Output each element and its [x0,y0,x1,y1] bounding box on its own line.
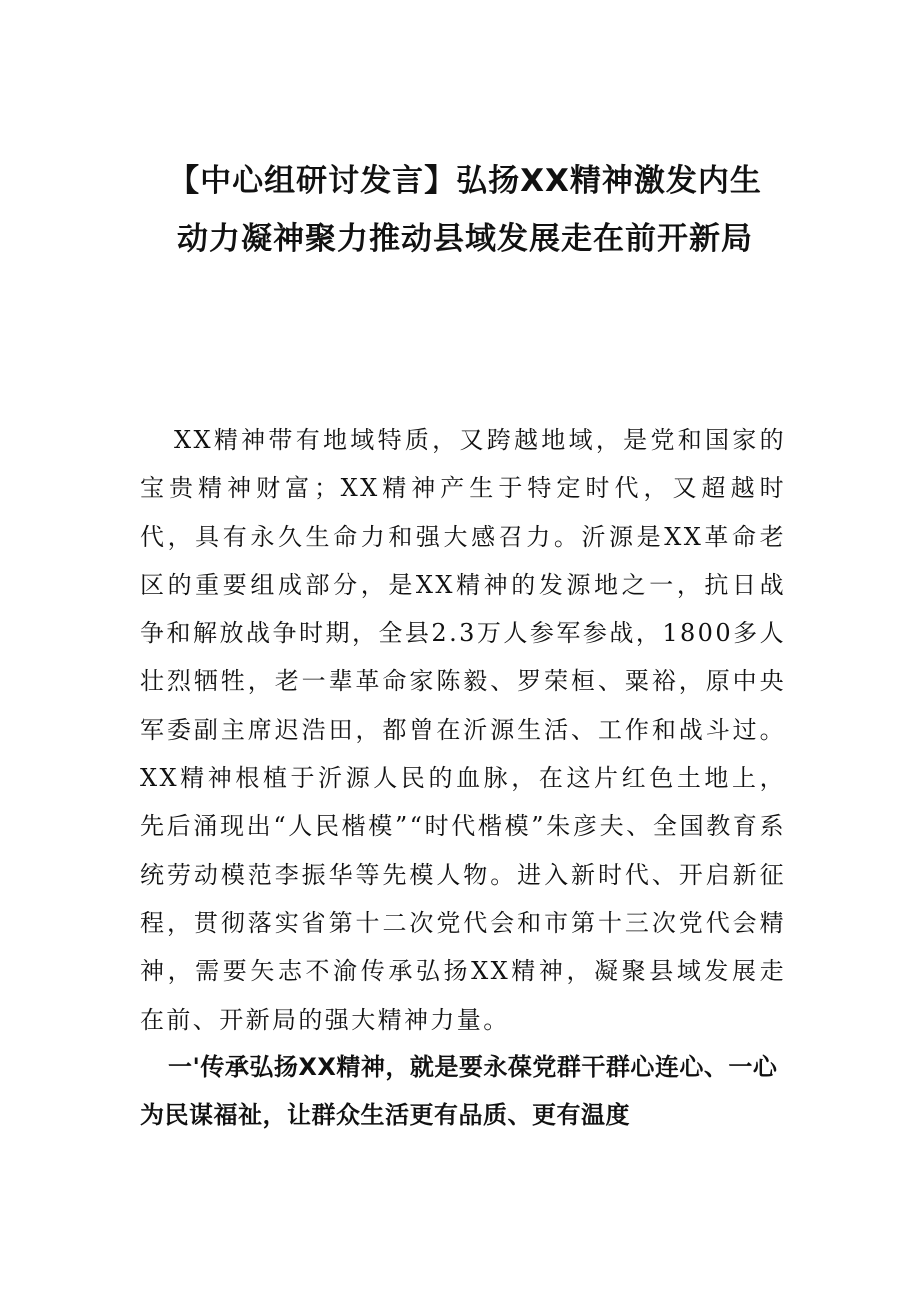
intro-paragraph: XX精神带有地域特质，又跨越地域，是党和国家的宝贵精神财富；XX精神产生于特定时代，又超越时代，具有永久生命力和强大感召力。沂源是XX革命老区的重要组成部分，是XX精神的发源地之一，抗日战争和解放战争时期，全县2.3万人参军参战，1800多人壮烈牺牲，老一辈革命家陈毅、罗荣桓、粟裕，原中央军委副主席迟浩田，都曾在沂源生活、工作和战斗过。XX精神根植于沂源人民的血脉，在这片红色土地上，先后涌现出“人民楷模”“时代楷模”朱彦夫、全国教育系统劳动模范李振华等先模人物。进入新时代、开启新征程，贯彻落实省第十二次党代会和市第十三次党代会精神，需要矢志不渝传承弘扬XX精神，凝聚县域发展走在前、开新局的强大精神力量。 [140,426,786,1034]
document-title [140,152,790,268]
section-heading-1: 一'传承弘扬XX精神，就是要永葆党群干群心连心、一心为民谋福祉，让群众生活更有品质、更有温度 [140,1053,778,1129]
title-line-2: 动力凝神聚力推动县域发展走在前开新局 [177,221,753,257]
title-line-1: 【中心组研讨发言】弘扬XX精神激发内生 [168,163,762,199]
